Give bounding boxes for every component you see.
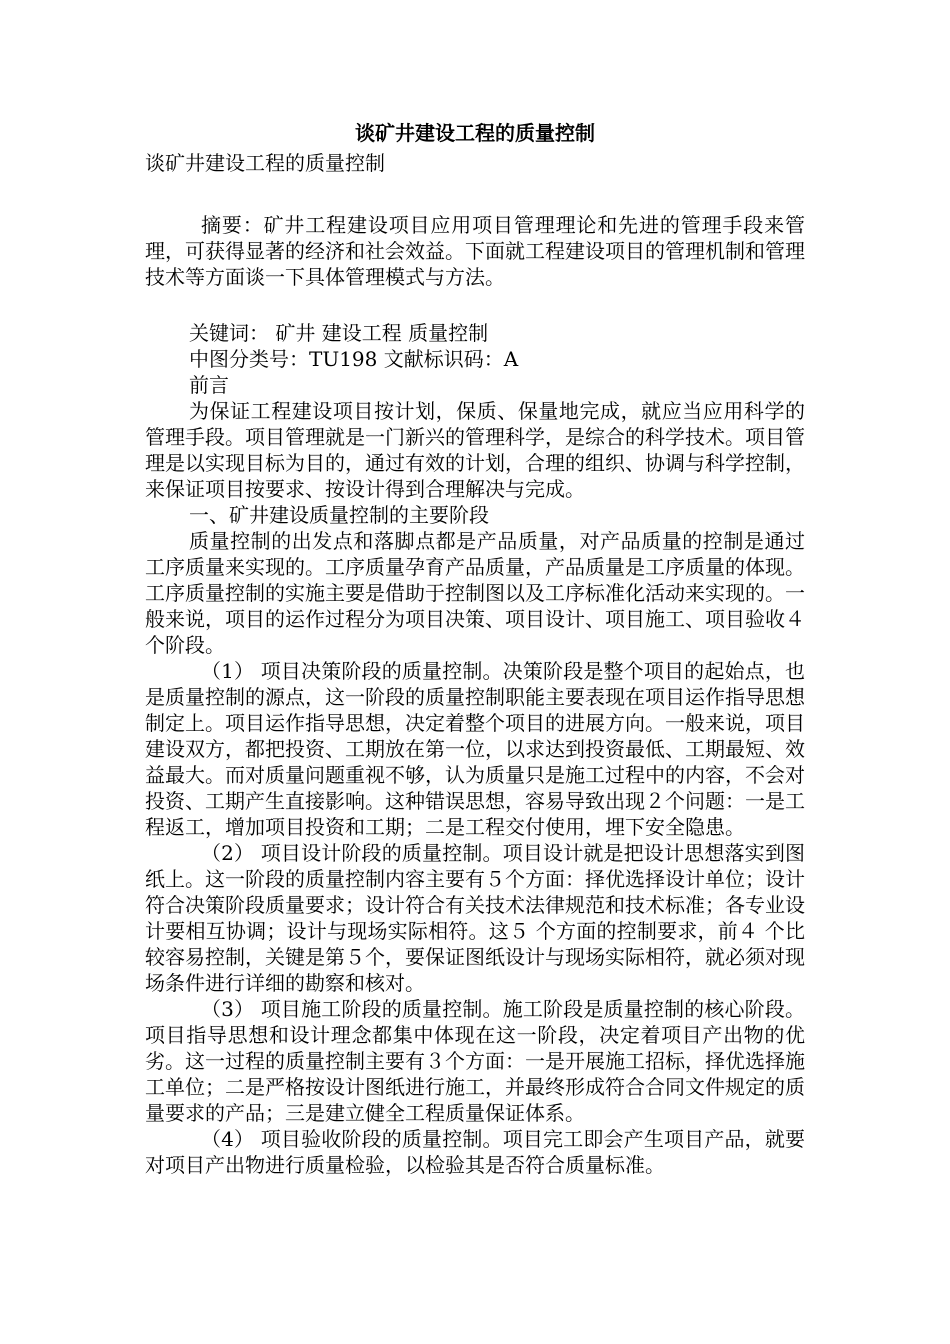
item-paragraph-1: （1） 项目决策阶段的质量控制。决策阶段是整个项目的起始点，也是质量控制的源点，这一阶段的质量控制职能主要表现在项目运作指导思想制定上。项目运作指导思想，决定着整个项目的进展方向。一般来说，项目建设双方，都把投资、工期放在第一位，以求达到投资最低、工期最短、效益最大。而对质量问题重视不够，认为质量只是施工过程中的内容，不会对投资、工期产生直接影响。这种错误思想，容易导致出现２个问题：一是工程返工，增加项目投资和工期；二是工程交付使用，埋下安全隐患。	[145, 659, 805, 839]
item-paragraph-4: （4） 项目验收阶段的质量控制。项目完工即会产生项目产品，就要对项目产出物进行质量检验，以检验其是否符合质量标准。	[145, 1127, 805, 1177]
item-paragraph-3: （3） 项目施工阶段的质量控制。施工阶段是质量控制的核心阶段。项目指导思想和设计理念都集中体现在这一阶段，决定着项目产出物的优劣。这一过程的质量控制主要有３个方面：一是开展施工招标，择优选择施工单位；二是严格按设计图纸进行施工，并最终形成符合合同文件规定的质量要求的产品；三是建立健全工程质量保证体系。	[145, 997, 805, 1125]
keywords-line: 关键词： 矿井 建设工程 质量控制	[189, 321, 489, 345]
preface-heading: 前言	[189, 373, 229, 397]
document-title: 谈矿井建设工程的质量控制	[355, 121, 595, 145]
section-heading: 一、矿井建设质量控制的主要阶段	[189, 503, 489, 527]
document-subtitle: 谈矿井建设工程的质量控制	[145, 151, 385, 175]
preface-paragraph: 为保证工程建设项目按计划，保质、保量地完成，就应当应用科学的管理手段。项目管理就是一门新兴的管理科学，是综合的科学技术。项目管理是以实现目标为目的，通过有效的计划，合理的组织、协调与科学控制，来保证项目按要求、按设计得到合理解决与完成。	[145, 399, 805, 501]
section-intro-paragraph: 质量控制的出发点和落脚点都是产品质量，对产品质量的控制是通过工序质量来实现的。工序质量孕育产品质量，产品质量是工序质量的体现。工序质量控制的实施主要是借助于控制图以及工序标准化活动来实现的。一般来说，项目的运作过程分为项目决策、项目设计、项目施工、项目验收４个阶段。	[145, 529, 805, 657]
classification-line: 中图分类号：TU198 文献标识码：A	[189, 347, 519, 371]
spacer	[145, 290, 805, 320]
document-page	[145, 118, 805, 1178]
abstract-paragraph: 摘要：矿井工程建设项目应用项目管理理论和先进的管理手段来管理，可获得显著的经济和社会效益。下面就工程建设项目的管理机制和管理技术等方面谈一下具体管理模式与方法。	[145, 213, 805, 289]
item-paragraph-2: （2） 项目设计阶段的质量控制。项目设计就是把设计思想落实到图纸上。这一阶段的质量控制内容主要有５个方面：择优选择设计单位；设计符合决策阶段质量要求；设计符合有关技术法律规范和技术标准；各专业设计要相互协调；设计与现场实际相符。这５ 个方面的控制要求，前４ 个比较容易控制，关键是第５个，要保证图纸设计与现场实际相符，就必须对现场条件进行详细的勘察和核对。	[145, 841, 805, 995]
spacer	[145, 178, 805, 208]
